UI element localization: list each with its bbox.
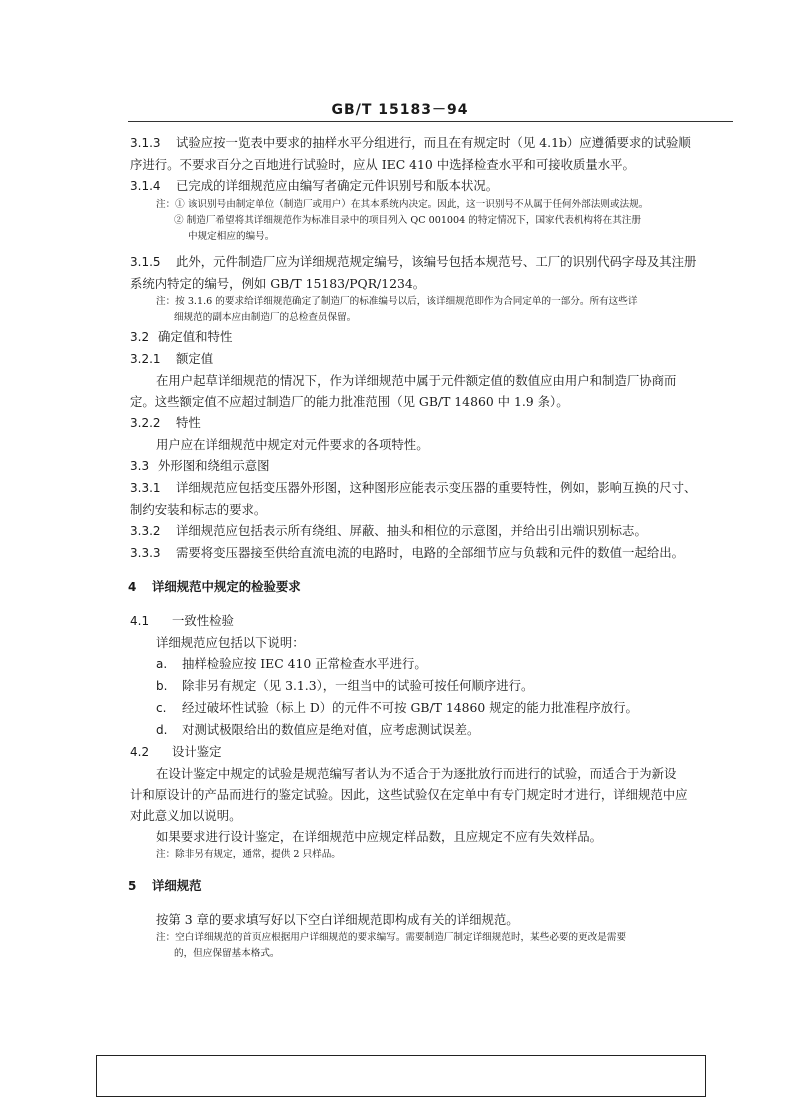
paragraph-4-2-cont2: 对此意义加以说明。 [130,808,242,823]
paragraph-3-1-5-cont: 系统内特定的编号，例如 GB/T 15183/PQR/1234。 [130,276,426,291]
header-rule [128,121,733,122]
paragraph-4-2-b: 如果要求进行设计鉴定，在详细规范中应规定样品数，且应规定不应有失效样品。 [156,829,603,844]
section-3-3-heading [130,455,735,477]
paragraph-4-1-intro: 详细规范应包括以下说明： [156,635,305,650]
section-number: 4.1 [130,614,150,628]
clause-number: 3.1.4 [130,179,161,193]
page-header-standard-code: GB/T 15183－94 [331,102,469,118]
section-title: 详细规范 [152,878,202,893]
section-title: 确定值和特性 [158,329,233,344]
clause-number: 3.3.2 [130,524,161,538]
note-2 [130,213,735,229]
paragraph-4-2: 在设计鉴定中规定的试验是规范编写者认为不适合于为逐批放行而进行的试验，而适合于为新设 [156,766,677,781]
document-body [130,132,735,962]
paragraph-3-3-3 [130,542,735,564]
list-label: c. [156,701,167,715]
paragraph-3-1-5 [130,251,735,273]
paragraph-4-2-cont: 计和原设计的产品而进行的鉴定试验。因此，这些试验仅在定单中有专门规定时才进行，详细规范中应 [130,787,688,802]
paragraph-5: 按第 3 章的要求填写好以下空白详细规范即构成有关的详细规范。 [156,912,519,927]
list-text: 对测试极限给出的数值应是绝对值，应考虑测试误差。 [182,722,480,737]
list-item [130,719,735,741]
paragraph-3-1-4 [130,175,735,197]
section-4-2-heading [130,741,735,763]
section-3-2-1-heading [130,348,735,370]
clause-text: 试验应按一览表中要求的抽样水平分组进行，而且在有规定时（见 4.1b）应遵循要求的试验顺 [176,135,691,150]
section-4-1-heading [130,610,735,632]
clause-number: 3.3.1 [130,481,161,495]
note-3: 注：按 3.1.6 的要求给详细规范确定了制造厂的标准编号以后，该详细规范即作为合同定单的一部分。所有这些详 [156,296,638,307]
list-item [130,675,735,697]
paragraph-3-2-2: 用户应在详细规范中规定对元件要求的各项特性。 [156,437,429,452]
section-title: 一致性检验 [172,613,234,628]
clause-text: 此外，元件制造厂应为详细规范规定编号，该编号包括本规范号、工厂的识别代码字母及其注册 [176,254,697,269]
note-3-cont: 细规范的副本应由制造厂的总检查员保留。 [174,312,357,323]
clause-text: 详细规范应包括变压器外形图，这种图形应能表示变压器的重要特性，例如，影响互换的尺寸、 [176,480,697,495]
section-number: 5 [128,879,137,893]
paragraph-3-1-3 [130,132,735,154]
section-number: 3.2.2 [130,416,161,430]
note-5-cont: 的，但应保留基本格式。 [174,948,280,959]
section-number: 4.2 [130,745,150,759]
clause-number: 3.1.3 [130,136,161,150]
paragraph-3-2-1: 在用户起草详细规范的情况下，作为详细规范中属于元件额定值的数值应由用户和制造厂协商而 [156,373,677,388]
clause-text: 已完成的详细规范应由编写者确定元件识别号和版本状况。 [176,178,499,193]
section-title: 额定值 [176,351,214,366]
note-text: 制造厂希望将其详细规范作为标准目录中的项目列入 QC 001004 的特定情况下，国家代表机构将在其注册 [186,215,641,226]
list-text: 除非另有规定（见 3.1.3），一组当中的试验可按任何顺序进行。 [182,678,534,693]
section-title: 详细规范中规定的检验要求 [152,579,301,594]
inspection-list [130,653,735,741]
section-title: 特性 [176,415,201,430]
section-title: 外形图和绕组示意图 [158,458,270,473]
note-4: 注：除非另有规定，通常，提供 2 只样品。 [156,849,341,860]
section-number: 3.3 [130,459,150,473]
clause-text: 需要将变压器接至供给直流电流的电路时，电路的全部细节应与负载和元件的数值一起给出。 [176,545,685,560]
paragraph-3-3-2 [130,520,735,542]
section-number: 3.2 [130,330,150,344]
paragraph-3-3-1 [130,477,735,499]
list-label: b. [156,679,168,693]
section-number: 3.2.1 [130,352,161,366]
note-label: ② [174,215,184,226]
note-2-cont: 中规定相应的编号。 [188,231,275,242]
note-text: 该识别号由制定单位（制造厂或用户）在其本系统内决定。因此，这一识别号不从属于任何外部法则或法规。 [187,199,649,210]
clause-number: 3.3.3 [130,546,161,560]
list-item [130,653,735,675]
paragraph-3-3-1-cont: 制约安装和标志的要求。 [130,502,267,517]
paragraph-3-2-1-cont: 定。这些额定值不应超过制造厂的能力批准范围（见 GB/T 14860 中 1.9 条）。 [130,394,569,409]
list-text: 抽样检验应按 IEC 410 正常检查水平进行。 [182,656,427,671]
clause-number: 3.1.5 [130,255,161,269]
list-label: d. [156,723,168,737]
paragraph-3-1-3-cont: 序进行。不要求百分之百地进行试验时，应从 IEC 410 中选择检查水平和可接收质量水平。 [130,157,635,172]
list-text: 经过破坏性试验（标上 D）的元件不可按 GB/T 14860 规定的能力批准程序放行。 [182,700,638,715]
section-3-2-heading [130,326,735,348]
clause-text: 详细规范应包括表示所有绕组、屏蔽、抽头和相位的示意图，并给出引出端识别标志。 [176,523,647,538]
section-title: 设计鉴定 [172,744,222,759]
section-4-heading [128,576,735,598]
list-label: a. [156,657,168,671]
list-item [130,697,735,719]
note-5: 注：空白详细规范的首页应根据用户详细规范的要求编写。需要制造厂制定详细规范时，某些必要的更改是需要 [156,932,627,943]
note-label: 注：① [156,199,185,210]
section-5-heading [128,875,735,897]
note-1 [130,197,735,213]
section-number: 4 [128,580,137,594]
section-3-2-2-heading [130,412,735,434]
